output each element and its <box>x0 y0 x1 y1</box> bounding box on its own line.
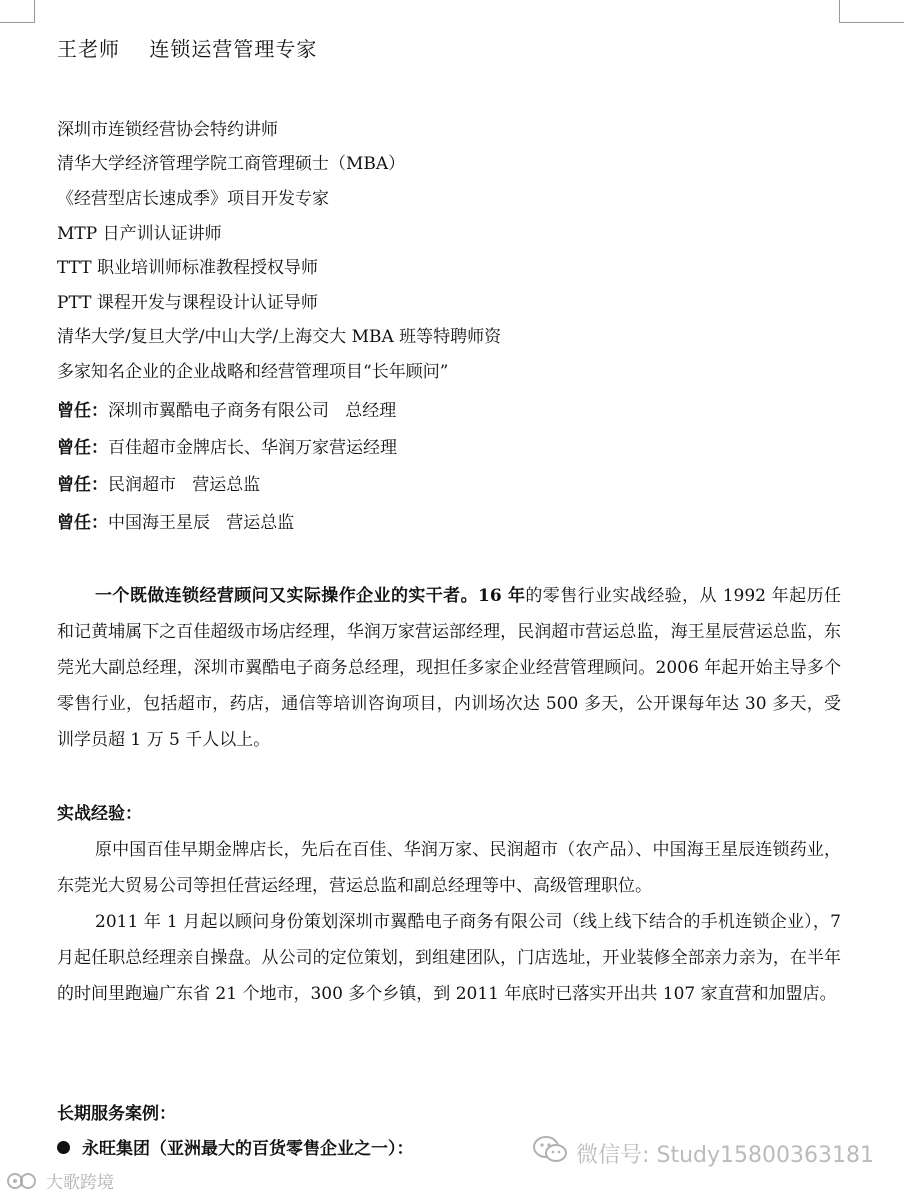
former-position-text: 深圳市翼酷电子商务有限公司 总经理 <box>108 401 397 421</box>
watermark-left <box>6 1168 114 1193</box>
former-position-prefix: 曾任： <box>57 475 108 495</box>
experience-paragraph-2: 2011 年 1 月起以顾问身份策划深圳市翼酷电子商务有限公司（线上线下结合的手机连锁企业），7 月起任职总经理亲自操盘。从公司的定位策划，到组建团队，门店选址，开业装修全部亲力亲为，在半年的时间里跑遍广东省 21 个地市，300 多个乡镇，到 2011 年底时已落实开出共 107 家直营和加盟店。 <box>57 912 841 1004</box>
logo-mark-icon <box>6 1170 42 1192</box>
page-corner-mark-top-left <box>0 0 35 23</box>
intro-lead: 一个既做连锁经营顾问又实际操作企业的实干者。16 年 <box>95 586 526 606</box>
bullet-icon <box>57 1141 70 1154</box>
former-position-text: 中国海王星辰 营运总监 <box>108 513 295 533</box>
former-position-prefix: 曾任： <box>57 513 108 533</box>
former-position-line <box>57 470 260 495</box>
credential-line: 深圳市连锁经营协会特约讲师 <box>57 120 278 140</box>
credential-line: PTT 课程开发与课程设计认证导师 <box>57 293 318 313</box>
credential-line: 清华大学经济管理学院工商管理硕士（MBA） <box>57 154 406 174</box>
watermark-right-text: 微信号: Study15800363181 <box>576 1142 874 1168</box>
watermark-left-text: 大歌跨境 <box>46 1173 114 1193</box>
former-position-text: 百佳超市金牌店长、华润万家营运经理 <box>108 438 397 458</box>
former-position-line <box>57 508 294 533</box>
credential-line: MTP 日产训认证讲师 <box>57 224 222 244</box>
experience-paragraph-1: 原中国百佳早期金牌店长，先后在百佳、华润万家、民润超市（农产品）、中国海王星辰连锁药业，东莞光大贸易公司等担任营运经理，营运总监和副总经理等中、高级管理职位。 <box>57 840 841 896</box>
former-position-line <box>57 433 397 458</box>
experience-heading: 实战经验： <box>57 804 142 824</box>
credential-line: 多家知名企业的企业战略和经营管理项目“长年顾问” <box>57 362 449 382</box>
cases-heading: 长期服务案例： <box>57 1104 176 1124</box>
credential-line: TTT 职业培训师标准教程授权导师 <box>57 258 319 278</box>
credential-line: 清华大学/复旦大学/中山大学/上海交大 MBA 班等特聘师资 <box>57 327 502 347</box>
intro-paragraph <box>57 578 841 758</box>
former-position-prefix: 曾任： <box>57 438 108 458</box>
credential-line: 《经营型店长速成季》项目开发专家 <box>57 189 329 209</box>
former-position-text: 民润超市 营运总监 <box>108 475 261 495</box>
intro-body: 的零售行业实战经验，从 1992 年起历任和记黄埔属下之百佳超级市场店经理，华润万家营运部经理，民润超市营运总监，海王星辰营运总监，东莞光大副总经理，深圳市翼酷电子商务总经理，现担任多家企业经营管理顾问。2006 年起开始主导多个零售行业，包括超市，药店，通信等培训咨询项目，内训场次达 500 多天，公开课每年达 30 多天，受训学员超 1 万 5 千人以上。 <box>57 586 841 750</box>
former-position-prefix: 曾任： <box>57 401 108 421</box>
case-item-label: 永旺集团（亚洲最大的百货零售企业之一）： <box>82 1139 414 1159</box>
page-corner-mark-top-right <box>839 0 904 23</box>
case-item <box>57 1134 414 1159</box>
former-position-line <box>57 396 396 421</box>
document-title: 王老师 连锁运营管理专家 <box>57 37 318 61</box>
watermark-right <box>532 1135 874 1171</box>
wechat-icon <box>532 1135 568 1171</box>
